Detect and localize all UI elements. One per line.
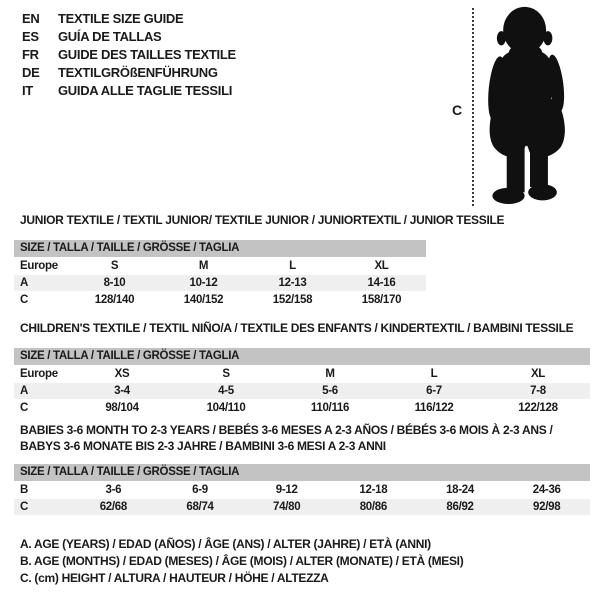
row-cell: 140/152 [183, 294, 224, 306]
row-cell: 92/98 [533, 501, 561, 513]
language-code: EN [22, 11, 40, 26]
row-cell: 8-10 [103, 277, 126, 289]
row-cell: S [222, 368, 230, 380]
language-title-list [22, 10, 236, 100]
row-cell: 24-36 [532, 484, 561, 496]
footnote-line: C. (cm) HEIGHT / ALTURA / HAUTEUR / HÖHE / ALTEZZA [20, 571, 329, 585]
row-cell: 6-9 [192, 484, 208, 496]
size-header-bar: SIZE / TALLA / TAILLE / GRÖSSE / TAGLIA [14, 348, 590, 365]
table-row [14, 366, 590, 382]
row-label: A [20, 277, 29, 289]
language-row [22, 28, 236, 46]
row-cell: 122/128 [518, 402, 558, 414]
language-row [22, 64, 236, 82]
language-label: GUÍA DE TALLAS [58, 29, 162, 44]
row-label: A [20, 385, 29, 397]
row-cell: 62/68 [99, 501, 127, 513]
row-cell: 3-4 [114, 385, 130, 397]
row-cell: 5-6 [322, 385, 338, 397]
language-row [22, 82, 236, 100]
footnote-line: B. AGE (MONTHS) / EDAD (MESES) / ÂGE (MOIS) / ALTER (MONATE) / ETÀ (MESI) [20, 554, 464, 568]
row-cell: M [325, 368, 335, 380]
row-cell: L [289, 260, 296, 272]
row-cell: 110/116 [310, 402, 350, 414]
row-label: B [20, 484, 29, 496]
language-label: GUIDE DES TAILLES TEXTILE [58, 47, 236, 62]
row-cell: 68/74 [186, 501, 214, 513]
row-cell: 12-13 [278, 277, 307, 289]
size-header-bar: SIZE / TALLA / TAILLE / GRÖSSE / TAGLIA [14, 240, 426, 257]
row-label: C [20, 501, 29, 513]
row-cell: L [430, 368, 438, 380]
row-cell: S [110, 260, 119, 272]
footnote-line: A. AGE (YEARS) / EDAD (AÑOS) / ÂGE (ANS) / ALTER (JAHRE) / ETÀ (ANNI) [20, 537, 431, 551]
table-row [14, 275, 426, 291]
table-row [14, 499, 590, 515]
size-header-bar: SIZE / TALLA / TAILLE / GRÖSSE / TAGLIA [14, 464, 590, 481]
row-cell: 128/140 [94, 294, 135, 306]
row-cell: 18-24 [446, 484, 474, 496]
size-table-children [14, 348, 590, 417]
row-cell: XS [114, 368, 130, 380]
language-code: FR [22, 47, 39, 62]
baby-silhouette-icon [484, 6, 576, 212]
language-row [22, 10, 236, 28]
language-code: IT [22, 83, 33, 98]
row-cell: 14-16 [367, 277, 396, 289]
size-table-junior [14, 240, 426, 309]
row-cell: 116/122 [414, 402, 454, 414]
table-title-children: CHILDREN'S TEXTILE / TEXTIL NIÑO/A / TEXTILE DES ENFANTS / KINDERTEXTIL / BAMBINI TESSILE [20, 321, 574, 335]
language-label: TEXTILE SIZE GUIDE [58, 11, 184, 26]
table-row [14, 482, 590, 498]
language-label: GUIDA ALLE TAGLIE TESSILI [58, 83, 233, 98]
row-cell: M [198, 260, 209, 272]
table-title-babies-line1: BABIES 3-6 MONTH TO 2-3 YEARS / BEBÉS 3-6 MESES A 2-3 AÑOS / BÉBÉS 3-6 MOIS À 2-3 ANS / [20, 423, 553, 437]
row-cell: 158/170 [361, 294, 402, 306]
table-row [14, 400, 590, 416]
language-code: DE [22, 65, 40, 80]
row-cell: 104/110 [206, 402, 246, 414]
row-cell: 10-12 [189, 277, 218, 289]
table-row [14, 383, 590, 399]
language-row [22, 46, 236, 64]
row-cell: 6-7 [426, 385, 442, 397]
table-title-babies-line2: BABYS 3-6 MONATE BIS 2-3 JAHRE / BAMBINI 3-6 MESI A 2-3 ANNI [20, 439, 386, 453]
language-code: ES [22, 29, 39, 44]
row-cell: 7-8 [530, 385, 546, 397]
footnotes [20, 536, 463, 587]
row-cell: 86/92 [446, 501, 474, 513]
height-measure-line [472, 8, 474, 206]
table-title-junior: JUNIOR TEXTILE / TEXTIL JUNIOR/ TEXTILE JUNIOR / JUNIORTEXTIL / JUNIOR TESSILE [20, 213, 505, 227]
row-cell: 12-18 [359, 484, 388, 496]
table-row [14, 292, 426, 308]
table-row [14, 258, 426, 274]
row-cell: 74/80 [273, 501, 301, 513]
row-cell: 3-6 [105, 484, 122, 496]
row-label: C [20, 294, 29, 306]
language-label: TEXTILGRÖßENFÜHRUNG [58, 65, 218, 80]
row-label: Europe [20, 368, 58, 380]
row-cell: XL [374, 260, 389, 272]
row-cell: 152/158 [272, 294, 313, 306]
row-cell: 4-5 [218, 385, 234, 397]
row-cell: XL [530, 368, 546, 380]
row-cell: 98/104 [105, 402, 139, 414]
row-cell: 9-12 [275, 484, 298, 496]
row-label: C [20, 402, 29, 414]
size-table-babies [14, 464, 590, 516]
height-label-c: C [452, 102, 462, 118]
row-cell: 80/86 [359, 501, 387, 513]
row-label: Europe [20, 260, 58, 272]
